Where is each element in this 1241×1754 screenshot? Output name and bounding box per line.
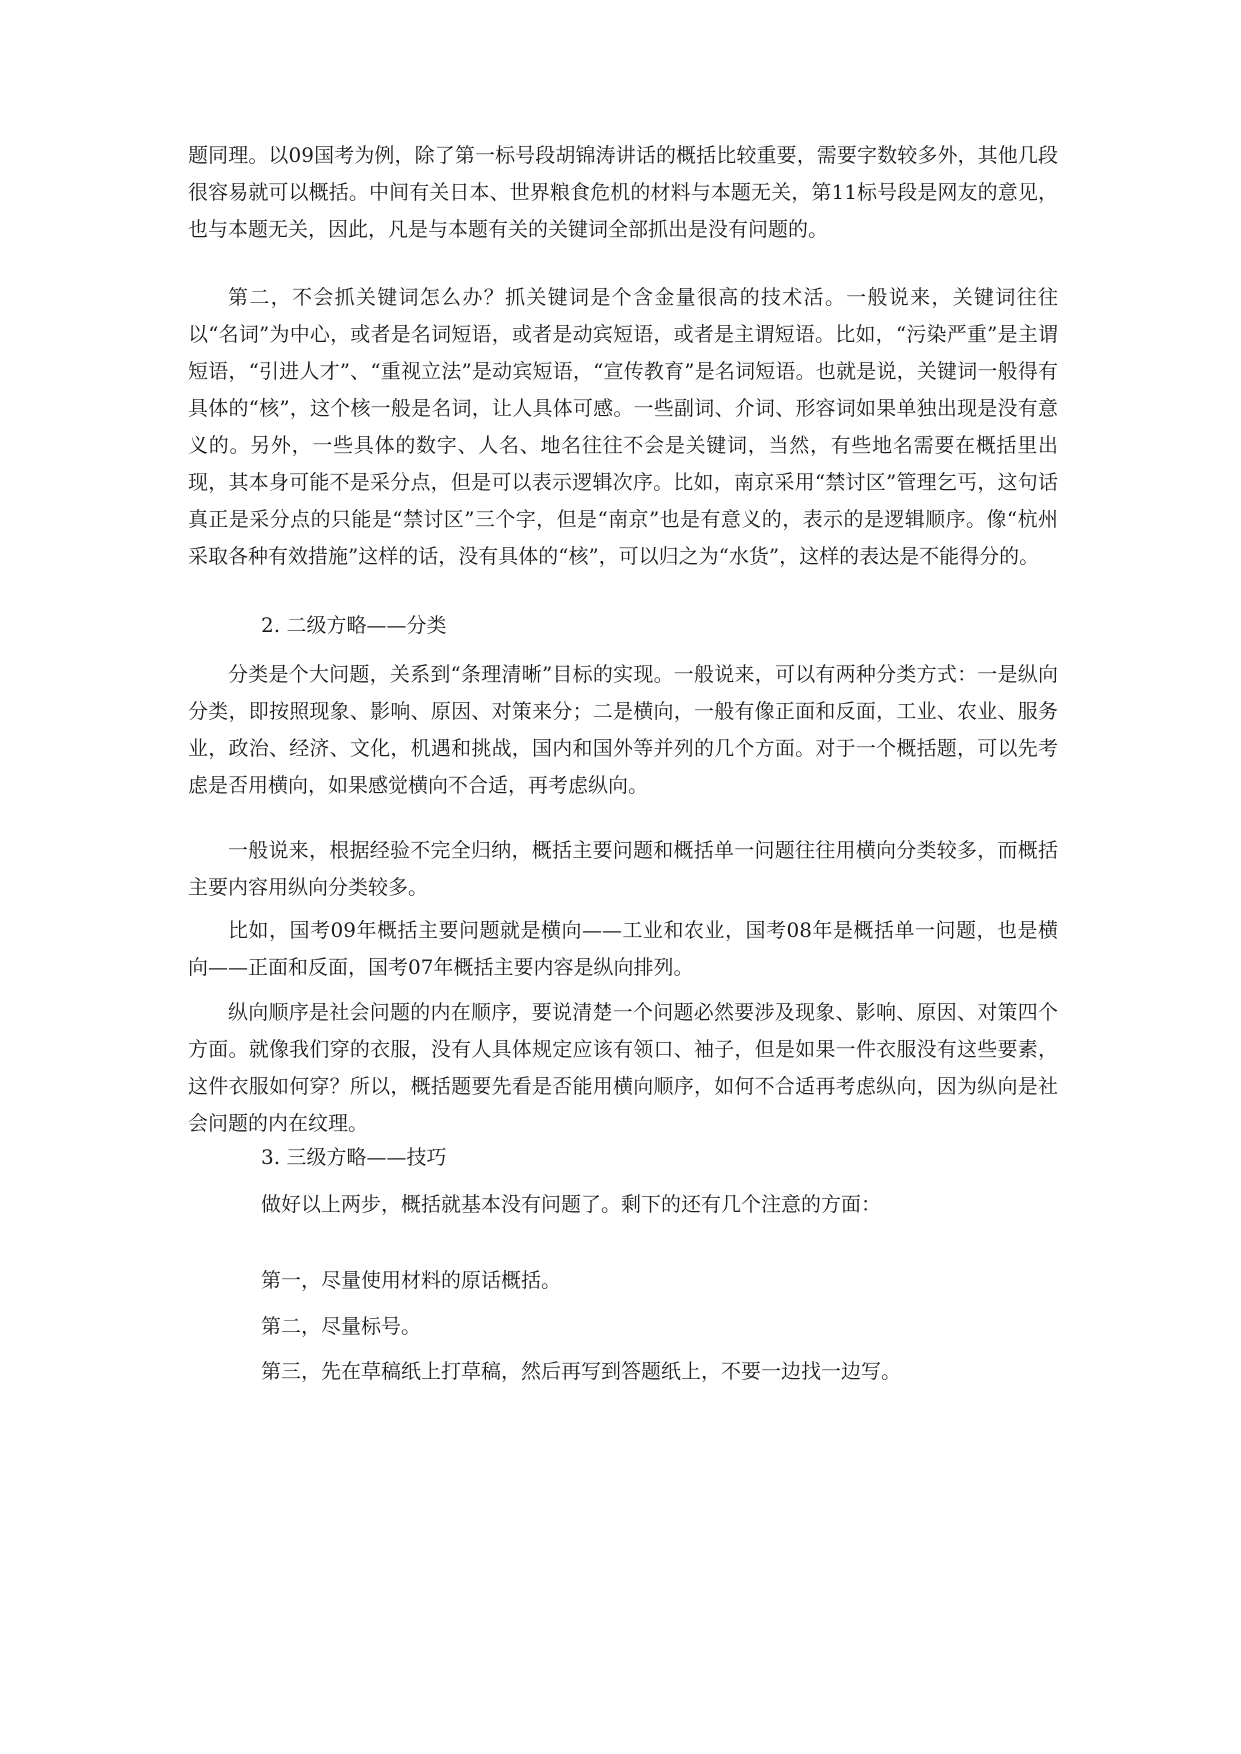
section-heading-classification: 2. 二级方略——分类 xyxy=(261,613,447,637)
list-item-third: 第三，先在草稿纸上打草稿，然后再写到答题纸上，不要一边找一边写。 xyxy=(261,1359,901,1383)
list-item-second: 第二，尽量标号。 xyxy=(261,1314,421,1338)
section-heading-techniques: 3. 三级方略——技巧 xyxy=(261,1145,447,1169)
list-item-first: 第一，尽量使用材料的原话概括。 xyxy=(261,1268,561,1292)
paragraph-techniques-intro: 做好以上两步，概括就基本没有问题了。剩下的还有几个注意的方面： xyxy=(261,1192,881,1216)
paragraph-experience: 一般说来，根据经验不完全归纳，概括主要问题和概括单一问题往往用横向分类较多，而概括主要内容用纵向分类较多。 xyxy=(188,838,1058,899)
paragraph-classification: 分类是个大问题，关系到“条理清晰”目标的实现。一般说来，可以有两种分类方式：一是纵向分类，即按照现象、影响、原因、对策来分；二是横向，一般有像正面和反面，工业、农业、服务业，政治、经济、文化，机遇和挑战，国内和国外等并列的几个方面。对于一个概括题，可以先考虑是否用横向，如果感觉横向不合适，再考虑纵向。 xyxy=(188,662,1058,797)
paragraph-keywords: 第二，不会抓关键词怎么办？抓关键词是个含金量很高的技术活。一般说来，关键词往往以“名词”为中心，或者是名词短语，或者是动宾短语，或者是主谓短语。比如，“污染严重”是主谓短语，“引进人才”、“重视立法”是动宾短语，“宣传教育”是名词短语。也就是说，关键词一般得有具体的“核”，这个核一般是名词，让人具体可感。一些副词、介词、形容词如果单独出现是没有意义的。另外，一些具体的数字、人名、地名往往不会是关键词，当然，有些地名需要在概括里出现，其本身可能不是采分点，但是可以表示逻辑次序。比如，南京采用“禁讨区”管理乞丐，这句话真正是采分点的只能是“禁讨区”三个字，但是“南京”也是有意义的，表示的是逻辑顺序。像“杭州采取各种有效措施”这样的话，没有具体的“核”，可以归之为“水货”，这样的表达是不能得分的。 xyxy=(188,285,1058,568)
paragraph-example: 比如，国考09年概括主要问题就是横向——工业和农业，国考08年是概括单一问题，也是横向——正面和反面，国考07年概括主要内容是纵向排列。 xyxy=(188,918,1058,979)
paragraph-vertical-order: 纵向顺序是社会问题的内在顺序，要说清楚一个问题必然要涉及现象、影响、原因、对策四个方面。就像我们穿的衣服，没有人具体规定应该有领口、袖子，但是如果一件衣服没有这些要素，这件衣服如何穿？所以，概括题要先看是否能用横向顺序，如何不合适再考虑纵向，因为纵向是社会问题的内在纹理。 xyxy=(188,1000,1058,1135)
paragraph-continuation: 题同理。以09国考为例，除了第一标号段胡锦涛讲话的概括比较重要，需要字数较多外，其他几段很容易就可以概括。中间有关日本、世界粮食危机的材料与本题无关，第11标号段是网友的意见，也与本题无关，因此，凡是与本题有关的关键词全部抓出是没有问题的。 xyxy=(188,143,1058,241)
